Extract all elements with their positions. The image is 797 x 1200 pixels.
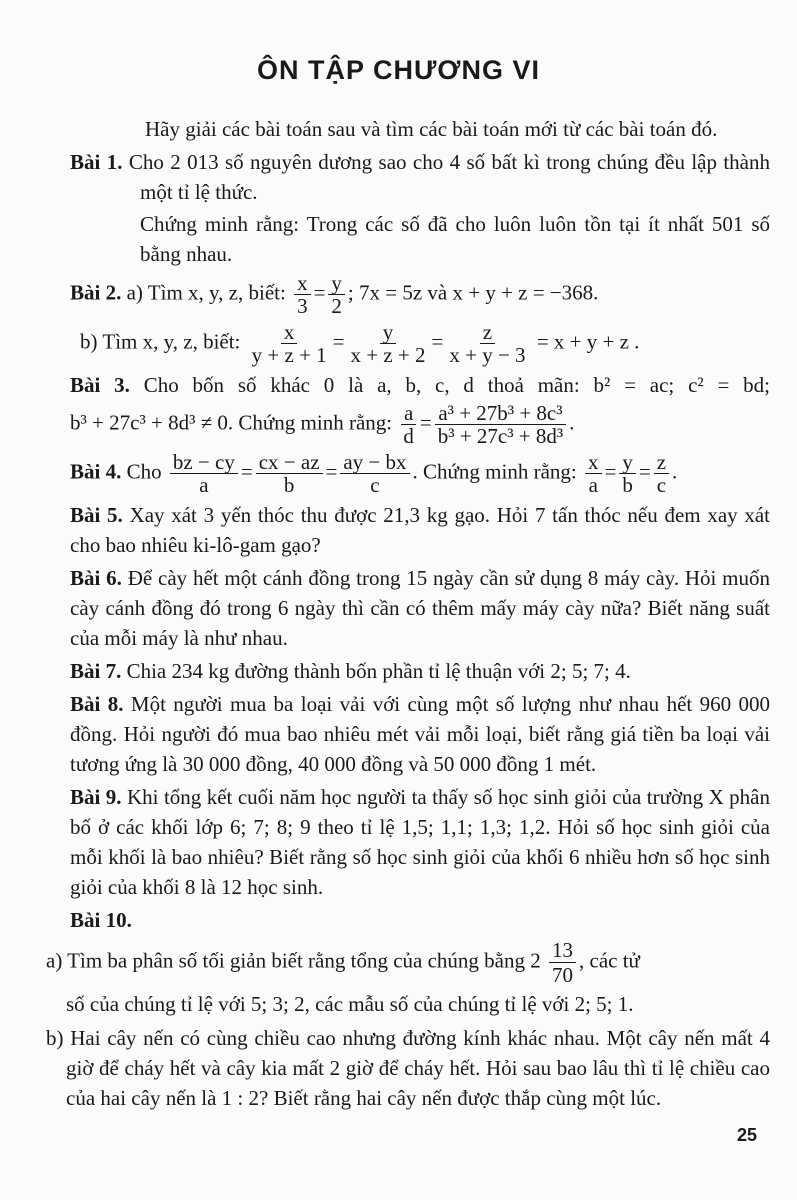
problem-8 <box>70 689 770 779</box>
numerator: z <box>654 451 669 474</box>
problem-label: Bài 4. <box>70 459 122 484</box>
problem-9 <box>70 782 770 902</box>
fraction <box>249 321 330 366</box>
denominator: b <box>622 473 633 497</box>
problem-3: Bài 3. Cho bốn số khác 0 là a, b, c, d thoả mãn: b² = ac; c² = bd; b³ + 27c³ + 8d³ ≠ 0. Chứng minh rằng: $\frac{a}{d}$ = $\frac{\text{a³ + 27b³ + 8c³}}{\text{b³ + 27c³ + 8d³}}$ . <box>70 373 770 448</box>
fraction <box>256 451 323 496</box>
denominator: 3 <box>297 294 308 318</box>
numerator: y <box>328 272 345 295</box>
problem-2a: Bài 2. a) Tìm x, y, z, biết: $\frac{x}{3}$ = $\frac{y}{2}$ ; 7x = 5z và x + y + z = −368. <box>70 271 599 318</box>
problem-label: Bài 7. <box>70 659 122 683</box>
numerator: cx − az <box>256 451 323 474</box>
problem-text: b³ + 27c³ + 8d³ ≠ 0. Chứng minh rằng: <box>70 410 393 435</box>
problem-label: Bài 1. <box>70 150 123 174</box>
numerator: bz − cy <box>170 451 238 474</box>
fraction <box>619 451 636 496</box>
problem-1 <box>70 147 770 269</box>
problem-label: Bài 2. <box>70 280 122 305</box>
problem-text: Cho <box>126 459 162 484</box>
denominator: 2 <box>331 294 342 318</box>
problem-7 <box>70 656 770 686</box>
denominator: y + z + 1 <box>251 343 327 367</box>
problem-10 <box>70 905 770 935</box>
problem-text: . Chứng minh rằng: <box>412 459 577 484</box>
problem-4: Bài 4. Cho $\frac{bz - cy}{a}$ = $\frac{cx - az}{b}$ = $\frac{ay - bx}{c}$ . Chứng minh rằng: $\frac{x}{a}$ = $\frac{y}{b}$ = $\frac{z}{c}$ . <box>70 450 678 497</box>
numerator: x <box>585 451 602 474</box>
problem-label: Bài 5. <box>70 503 123 527</box>
numerator: x <box>281 321 298 344</box>
denominator: a <box>199 473 209 497</box>
problem-text: = x + y + z . <box>536 329 640 354</box>
page-title: ÔN TẬP CHƯƠNG VI <box>257 55 540 85</box>
fraction <box>328 272 345 317</box>
fraction <box>585 451 602 496</box>
problem-text: a) Tìm x, y, z, biết: <box>126 280 286 305</box>
denominator: x + y − 3 <box>449 343 526 367</box>
page-number: 25 <box>736 1125 757 1145</box>
problem-text: , các tử <box>579 948 640 973</box>
problem-text: Để cày hết một cánh đồng trong 15 ngày cần sử dụng 8 máy cày. Hỏi muốn cày cánh đồng đó trong 6 ngày thì cần có thêm mấy máy cày nữa? Biết năng suất của mỗi máy là như nhau. <box>70 566 771 650</box>
intro: Hãy giải các bài toán sau và tìm các bài toán mới từ các bài toán đó. <box>145 117 718 141</box>
numerator: x <box>294 272 311 295</box>
fraction <box>170 451 238 496</box>
numerator: z <box>480 321 495 344</box>
problem-label: Bài 6. <box>70 566 122 590</box>
problem-10b: b) Hai cây nến có cùng chiều cao nhưng đường kính khác nhau. Một cây nến mất 4 giờ để cháy hết và cây kia mất 2 giờ để cháy hết. Hỏi sau bao lâu thì tỉ lệ chiều cao của hai cây nến là 1 : 2? Biết rằng hai cây nến được thắp cùng một lúc. <box>46 1026 770 1110</box>
problem-label: Bài 10. <box>70 908 132 932</box>
problem-label: Bài 9. <box>70 785 122 809</box>
problem-5 <box>70 500 770 560</box>
numerator: a <box>401 402 416 425</box>
fraction <box>340 451 409 496</box>
fraction <box>446 321 528 366</box>
fraction <box>549 938 576 987</box>
problem-text: Xay xát 3 yến thóc thu được 21,3 kg gạo. Hỏi 7 tấn thóc nếu đem xay xát cho bao nhiêu ki-lô-gam gạo? <box>70 503 771 557</box>
problem-text: Cho bốn số khác 0 là a, b, c, d thoả mãn: b² = ac; c² = bd; <box>143 373 770 397</box>
fraction <box>400 402 417 447</box>
problem-text: Cho 2 013 số nguyên dương sao cho 4 số bất kì trong chúng đều lập thành một tỉ lệ thức. <box>128 150 771 204</box>
problem-text: b) Tìm x, y, z, biết: <box>80 329 241 354</box>
denominator: b³ + 27c³ + 8d³ <box>437 424 564 448</box>
problem-text: a) Tìm ba phân số tối giản biết rằng tổng của chúng bằng 2 <box>46 948 541 973</box>
problem-text: Chia 234 kg đường thành bốn phần tỉ lệ thuận với 2; 5; 7; 4. <box>126 659 631 683</box>
problem-text: Một người mua ba loại vải với cùng một số lượng như nhau hết 960 000 đồng. Hỏi người đó mua bao nhiêu mét vải mỗi loại, biết rằng giá tiền ba loại vải tương ứng là 30 000 đồng, 40 000 đồng và 50 000 đồng 1 mét. <box>70 692 771 776</box>
problem-text: ; 7x = 5z và x + y + z = −368. <box>347 280 599 305</box>
problem-6 <box>70 563 770 653</box>
numerator: y <box>380 321 397 344</box>
numerator: a³ + 27b³ + 8c³ <box>435 402 565 425</box>
numerator: 13 <box>549 938 576 963</box>
denominator: c <box>656 473 667 497</box>
denominator: b <box>283 473 295 497</box>
denominator: a <box>588 473 598 497</box>
denominator: x + z + 2 <box>350 343 426 367</box>
problem-text: số của chúng tỉ lệ với 5; 3; 2, các mẫu số của chúng tỉ lệ với 2; 5; 1. <box>66 992 634 1016</box>
problem-2b: b) Tìm x, y, z, biết: $\frac{x}{y + z + 1}$ = $\frac{y}{x + z + 2}$ = $\frac{z}{x + y - 3}$ = x + y + z . <box>80 320 640 367</box>
fraction <box>348 321 429 366</box>
denominator: c <box>370 473 380 497</box>
problem-label: Bài 3. <box>70 373 130 397</box>
fraction <box>654 451 669 496</box>
denominator: d <box>403 424 414 448</box>
denominator: 70 <box>552 963 573 987</box>
numerator: ay − bx <box>340 451 409 474</box>
fraction <box>294 272 311 317</box>
numerator: y <box>619 451 636 474</box>
fraction <box>435 402 566 447</box>
problem-label: Bài 8. <box>70 692 124 716</box>
problem-text: Chứng minh rằng: Trong các số đã cho luôn luôn tồn tại ít nhất 501 số bằng nhau. <box>140 212 770 266</box>
problem-10a <box>36 938 770 1019</box>
problem-text: Khi tổng kết cuối năm học người ta thấy số học sinh giỏi của trường X phân bố ở các khối lớp 6; 7; 8; 9 theo tỉ lệ 1,5; 1,1; 1,3; 1,2. Hỏi số học sinh giỏi của mỗi khối là bao nhiêu? Biết rằng số học sinh giỏi của khối 6 nhiều hơn số học sinh giỏi của khối 8 là 12 học sinh. <box>70 785 771 899</box>
